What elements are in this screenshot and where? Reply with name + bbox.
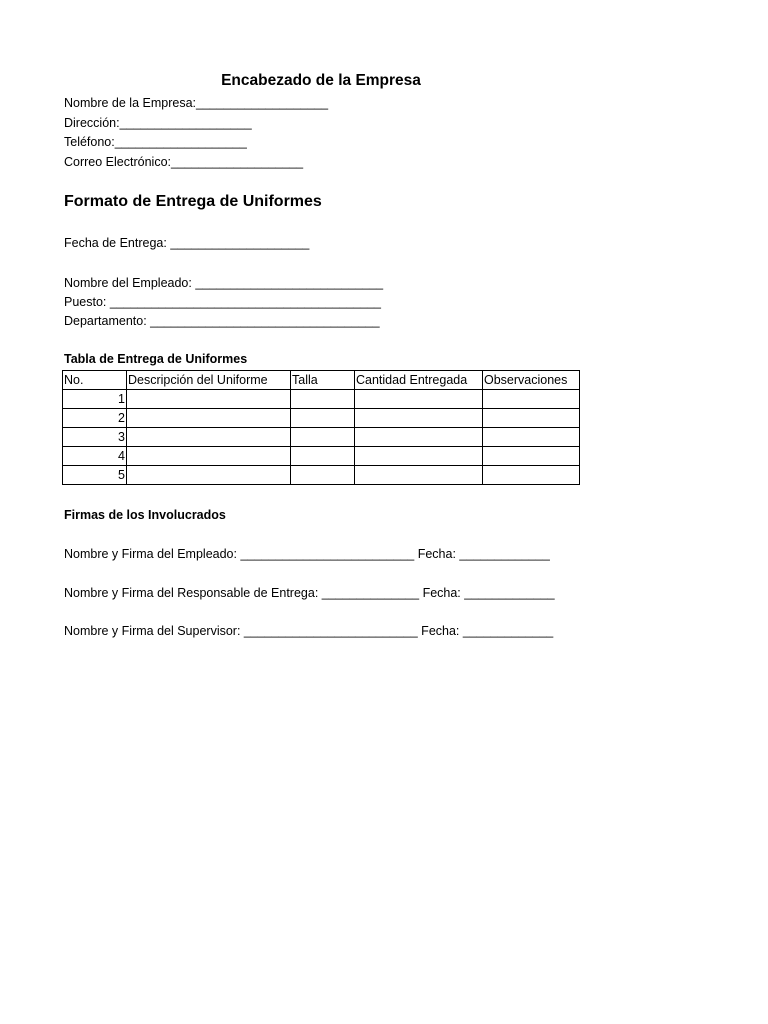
company-header-title: Encabezado de la Empresa — [221, 72, 421, 89]
table-cell — [127, 466, 291, 485]
employee-name-field: Nombre del Empleado: ___________________________ — [64, 276, 384, 290]
table-cell — [291, 409, 355, 428]
employee-signature-line: Nombre y Firma del Empleado: _________________________ Fecha: _____________ — [64, 547, 550, 561]
table-header-cell: Cantidad Entregada — [355, 371, 483, 390]
delivery-manager-signature-line: Nombre y Firma del Responsable de Entrega: ______________ Fecha: _____________ — [64, 586, 555, 600]
table-cell — [483, 390, 580, 409]
table-cell — [483, 428, 580, 447]
table-cell — [355, 390, 483, 409]
table-cell — [483, 409, 580, 428]
company-email-field: Correo Electrónico:___________________ — [64, 155, 304, 169]
row-number-cell: 2 — [63, 409, 127, 428]
table-cell — [291, 428, 355, 447]
table-header-cell: Descripción del Uniforme — [127, 371, 291, 390]
row-number-cell: 1 — [63, 390, 127, 409]
table-cell — [127, 447, 291, 466]
table-cell — [355, 447, 483, 466]
table-cell — [355, 428, 483, 447]
table-cell — [291, 466, 355, 485]
delivery-date-field: Fecha de Entrega: ____________________ — [64, 236, 310, 250]
company-phone-field: Teléfono:___________________ — [64, 135, 247, 149]
table-row — [63, 390, 580, 409]
company-address-field: Dirección:___________________ — [64, 116, 252, 130]
employee-position-field: Puesto: _______________________________________ — [64, 295, 381, 309]
table-cell — [355, 466, 483, 485]
employee-department-field: Departamento: _________________________________ — [64, 314, 380, 328]
company-name-field: Nombre de la Empresa:___________________ — [64, 96, 329, 110]
table-row — [63, 409, 580, 428]
table-cell — [127, 390, 291, 409]
row-number-cell: 3 — [63, 428, 127, 447]
table-header-row — [63, 371, 580, 390]
table-cell — [291, 447, 355, 466]
signatures-title: Firmas de los Involucrados — [64, 508, 226, 522]
table-cell — [127, 409, 291, 428]
table-header-cell: Observaciones — [483, 371, 580, 390]
row-number-cell: 5 — [63, 466, 127, 485]
supervisor-signature-line: Nombre y Firma del Supervisor: _________________________ Fecha: _____________ — [64, 624, 554, 638]
table-header-cell: No. — [63, 371, 127, 390]
form-title: Formato de Entrega de Uniformes — [64, 193, 322, 210]
table-cell — [483, 447, 580, 466]
table-row — [63, 447, 580, 466]
table-title: Tabla de Entrega de Uniformes — [64, 352, 248, 366]
table-row — [63, 428, 580, 447]
row-number-cell: 4 — [63, 447, 127, 466]
table-cell — [291, 390, 355, 409]
table-cell — [483, 466, 580, 485]
table-cell — [355, 409, 483, 428]
table-cell — [127, 428, 291, 447]
table-header-cell: Talla — [291, 371, 355, 390]
uniform-delivery-table — [62, 370, 580, 485]
table-row — [63, 466, 580, 485]
